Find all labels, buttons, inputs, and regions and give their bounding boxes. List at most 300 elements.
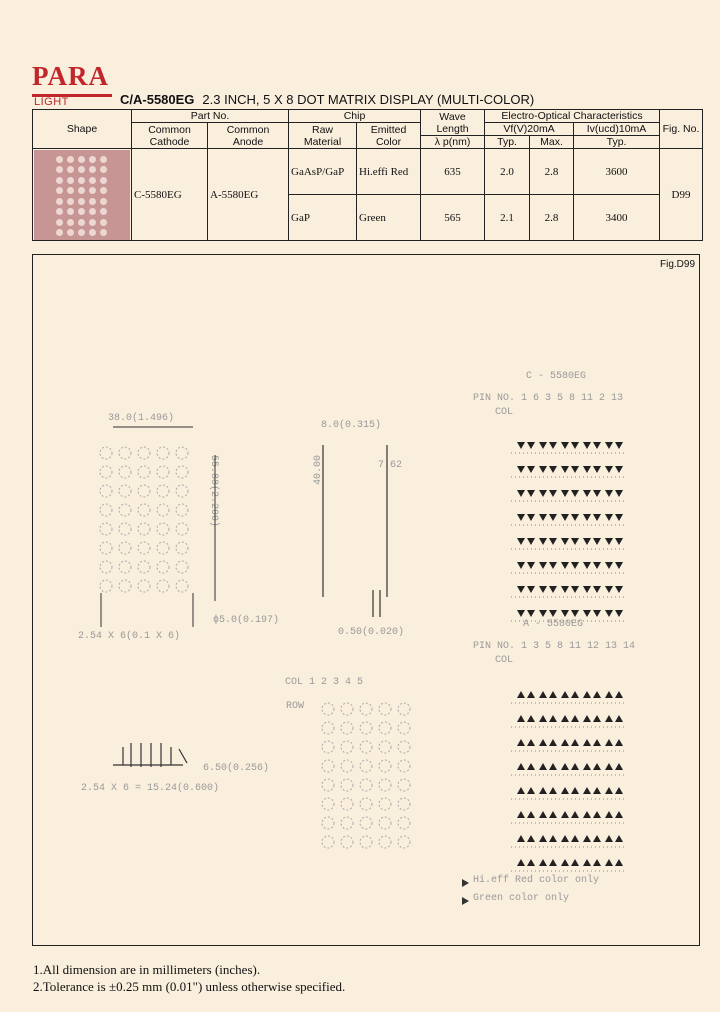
led-symbol bbox=[571, 466, 579, 473]
wavelength-cell: 635 bbox=[421, 149, 485, 195]
led-symbol bbox=[583, 586, 591, 593]
led-symbol bbox=[527, 514, 535, 521]
led-symbol bbox=[615, 442, 623, 449]
led-symbol bbox=[571, 610, 579, 617]
pin-led-dot bbox=[341, 798, 353, 810]
led-symbol bbox=[549, 586, 557, 593]
led-symbol bbox=[583, 562, 591, 569]
side-view bbox=[323, 445, 387, 617]
led-symbol bbox=[539, 715, 547, 722]
pin-led-dot bbox=[360, 722, 372, 734]
vf-typ-cell: 2.0 bbox=[485, 149, 530, 195]
led-symbol bbox=[527, 538, 535, 545]
led-symbol bbox=[517, 610, 525, 617]
front-led-dot bbox=[157, 561, 169, 573]
cathode-part-cell: C-5580EG bbox=[132, 149, 208, 241]
header-max: Max. bbox=[530, 136, 574, 149]
led-symbol bbox=[571, 787, 579, 794]
front-led-dot bbox=[138, 580, 150, 592]
color-cell: Hi.effi Red bbox=[357, 149, 421, 195]
pin-led-dot bbox=[379, 798, 391, 810]
led-symbol bbox=[593, 586, 601, 593]
front-led-dot bbox=[176, 447, 188, 459]
led-dot bbox=[78, 198, 85, 205]
led-dot bbox=[89, 208, 96, 215]
front-led-dot bbox=[176, 485, 188, 497]
led-symbol bbox=[517, 466, 525, 473]
led-dot bbox=[67, 208, 74, 215]
led-dot bbox=[56, 166, 63, 173]
led-dot bbox=[67, 166, 74, 173]
led-symbol bbox=[549, 739, 557, 746]
led-symbol bbox=[605, 466, 613, 473]
led-symbol bbox=[593, 859, 601, 866]
shape-image-cell bbox=[33, 149, 132, 241]
dim-bottom-left-label: 2.54 X 6(0.1 X 6) bbox=[78, 631, 181, 642]
pin-led-dot bbox=[360, 779, 372, 791]
note-1: 1.All dimension are in millimeters (inches). bbox=[33, 962, 261, 977]
led-symbol bbox=[527, 586, 535, 593]
led-symbol bbox=[605, 490, 613, 497]
iv-typ-cell: 3600 bbox=[574, 149, 660, 195]
led-symbol bbox=[571, 739, 579, 746]
pin-led-dot bbox=[341, 760, 353, 772]
led-dot bbox=[100, 187, 107, 194]
cathode-schematic bbox=[511, 442, 625, 621]
led-symbol bbox=[549, 859, 557, 866]
led-symbol bbox=[605, 691, 613, 698]
led-symbol bbox=[571, 859, 579, 866]
front-led-dot bbox=[176, 504, 188, 516]
led-symbol bbox=[517, 562, 525, 569]
header-typ: Typ. bbox=[485, 136, 530, 149]
iv-typ-cell: 3400 bbox=[574, 195, 660, 241]
header-chip: Chip bbox=[289, 110, 421, 123]
led-dot bbox=[67, 219, 74, 226]
front-led-dot bbox=[157, 504, 169, 516]
led-symbol bbox=[615, 562, 623, 569]
led-symbol bbox=[605, 562, 613, 569]
pin-led-dot bbox=[341, 741, 353, 753]
led-symbol bbox=[605, 811, 613, 818]
led-dot bbox=[89, 198, 96, 205]
led-dot bbox=[56, 187, 63, 194]
pin-led-dot bbox=[322, 741, 334, 753]
led-dot bbox=[89, 229, 96, 236]
spec-table bbox=[32, 109, 703, 241]
col-label-cathode: COL bbox=[495, 407, 514, 418]
led-symbol bbox=[539, 466, 547, 473]
pin-no-anode: PIN NO. 1 3 5 8 11 12 13 14 bbox=[473, 641, 636, 652]
led-symbol bbox=[517, 442, 525, 449]
pin-led-dot bbox=[341, 722, 353, 734]
led-symbol bbox=[527, 466, 535, 473]
header-lambda: λ p(nm) bbox=[421, 136, 485, 149]
led-dot bbox=[78, 156, 85, 163]
led-symbol bbox=[549, 763, 557, 770]
front-led-dot bbox=[119, 466, 131, 478]
pin-led-dot bbox=[379, 760, 391, 772]
led-symbol bbox=[615, 787, 623, 794]
led-symbol bbox=[549, 538, 557, 545]
pin-no-cathode: PIN NO. 1 6 3 5 8 11 2 13 bbox=[473, 393, 624, 404]
front-led-dot bbox=[119, 523, 131, 535]
led-symbol bbox=[561, 586, 569, 593]
led-dot bbox=[78, 166, 85, 173]
led-symbol bbox=[539, 691, 547, 698]
led-symbol bbox=[561, 763, 569, 770]
led-symbol bbox=[583, 466, 591, 473]
pin-led-dot bbox=[360, 836, 372, 848]
vf-max-cell: 2.8 bbox=[530, 149, 574, 195]
header-iv: Iv(ucd)10mA bbox=[574, 123, 660, 136]
led-symbol bbox=[561, 514, 569, 521]
front-led-dot bbox=[119, 504, 131, 516]
led-symbol bbox=[571, 442, 579, 449]
led-symbol bbox=[549, 691, 557, 698]
pin-led-dot bbox=[379, 836, 391, 848]
dim-bottom-label: ϕ5.0(0.197) bbox=[213, 615, 280, 626]
led-symbol bbox=[615, 538, 623, 545]
led-dot bbox=[67, 187, 74, 194]
led-symbol bbox=[593, 739, 601, 746]
led-symbol bbox=[615, 610, 623, 617]
front-led-dot bbox=[100, 561, 112, 573]
header-raw-material: Raw Material bbox=[289, 123, 357, 149]
led-symbol bbox=[539, 610, 547, 617]
led-symbol bbox=[571, 691, 579, 698]
led-symbol bbox=[517, 739, 525, 746]
led-symbol bbox=[549, 835, 557, 842]
led-symbol bbox=[527, 715, 535, 722]
led-symbol bbox=[539, 859, 547, 866]
led-symbol bbox=[605, 514, 613, 521]
led-dot bbox=[100, 177, 107, 184]
led-symbol bbox=[527, 811, 535, 818]
led-symbol bbox=[527, 610, 535, 617]
led-symbol bbox=[561, 691, 569, 698]
anode-schematic bbox=[511, 691, 625, 871]
pin-led-dot bbox=[341, 703, 353, 715]
pin-led-dot bbox=[379, 703, 391, 715]
led-symbol bbox=[605, 859, 613, 866]
fig-label: Fig.D99 bbox=[659, 259, 695, 270]
dim-pin-spacing-label: 2.54 X 6 = 15.24(0.600) bbox=[81, 783, 220, 794]
pin-led-dot bbox=[398, 703, 410, 715]
led-symbol bbox=[561, 466, 569, 473]
led-symbol bbox=[561, 739, 569, 746]
cathode-label: C - 5580EG bbox=[526, 371, 587, 382]
led-symbol bbox=[561, 859, 569, 866]
pin-led-dot bbox=[360, 741, 372, 753]
led-symbol bbox=[593, 490, 601, 497]
pin-matrix-dots bbox=[322, 703, 410, 848]
material-cell: GaAsP/GaP bbox=[289, 149, 357, 195]
led-dot bbox=[56, 208, 63, 215]
led-symbol bbox=[539, 442, 547, 449]
led-symbol bbox=[517, 715, 525, 722]
pin-led-dot bbox=[398, 836, 410, 848]
led-dot bbox=[78, 177, 85, 184]
led-dot bbox=[78, 187, 85, 194]
anode-part-cell: A-5580EG bbox=[208, 149, 289, 241]
led-symbol bbox=[517, 490, 525, 497]
color-cell: Green bbox=[357, 195, 421, 241]
header-typ: Typ. bbox=[574, 136, 660, 149]
pin-led-dot bbox=[360, 798, 372, 810]
part-number-title: C/A-5580EG bbox=[120, 92, 195, 107]
led-symbol bbox=[527, 787, 535, 794]
front-view-lines bbox=[101, 427, 215, 627]
front-led-dot bbox=[119, 561, 131, 573]
front-led-dot bbox=[176, 580, 188, 592]
led-symbol bbox=[549, 787, 557, 794]
vf-max-cell: 2.8 bbox=[530, 195, 574, 241]
logo-brand: PARA bbox=[32, 61, 109, 91]
pin-led-dot bbox=[322, 779, 334, 791]
led-dot bbox=[67, 198, 74, 205]
led-symbol bbox=[527, 739, 535, 746]
led-symbol bbox=[539, 835, 547, 842]
led-symbol bbox=[517, 835, 525, 842]
pin-led-dot bbox=[322, 798, 334, 810]
led-dot bbox=[100, 219, 107, 226]
front-led-dot bbox=[138, 504, 150, 516]
front-led-dot bbox=[176, 542, 188, 554]
pin-led-dot bbox=[398, 722, 410, 734]
legend-green: Green color only bbox=[473, 893, 570, 904]
front-led-dot bbox=[138, 561, 150, 573]
led-symbol bbox=[561, 787, 569, 794]
led-symbol bbox=[593, 763, 601, 770]
dim-depth-label: 8.0(0.315) bbox=[321, 420, 382, 431]
led-symbol bbox=[539, 562, 547, 569]
led-symbol bbox=[583, 811, 591, 818]
header-wave-length: Wave Length bbox=[421, 110, 485, 136]
front-led-dot bbox=[157, 523, 169, 535]
anode-label: A - 5580EG bbox=[523, 619, 584, 630]
front-led-dot bbox=[100, 504, 112, 516]
led-symbol bbox=[583, 835, 591, 842]
led-dot bbox=[89, 156, 96, 163]
front-led-dot bbox=[138, 523, 150, 535]
dim-side2-label: 40.00 bbox=[313, 454, 324, 485]
led-dot bbox=[56, 198, 63, 205]
pin-led-dot bbox=[360, 703, 372, 715]
led-symbol bbox=[571, 811, 579, 818]
led-symbol bbox=[527, 859, 535, 866]
pin-led-dot bbox=[360, 760, 372, 772]
led-dot bbox=[89, 177, 96, 184]
led-dot bbox=[56, 177, 63, 184]
led-dot bbox=[67, 177, 74, 184]
led-dot bbox=[100, 166, 107, 173]
front-led-dot bbox=[176, 523, 188, 535]
led-symbol bbox=[561, 610, 569, 617]
led-symbol bbox=[615, 763, 623, 770]
header-emitted-color: Emitted Color bbox=[357, 123, 421, 149]
led-symbol bbox=[561, 811, 569, 818]
front-led-dot bbox=[157, 580, 169, 592]
pin-led-dot bbox=[398, 760, 410, 772]
front-led-dot bbox=[176, 561, 188, 573]
led-symbol bbox=[593, 610, 601, 617]
led-dot bbox=[78, 208, 85, 215]
led-symbol bbox=[561, 562, 569, 569]
led-symbol bbox=[593, 691, 601, 698]
front-led-dot bbox=[100, 523, 112, 535]
front-led-dot bbox=[138, 447, 150, 459]
led-symbol bbox=[583, 787, 591, 794]
legend-red: Hi.eff Red color only bbox=[473, 875, 600, 886]
led-symbol bbox=[571, 835, 579, 842]
led-dot bbox=[89, 187, 96, 194]
dim-side1-label: 55.88(2.200) bbox=[208, 455, 219, 528]
led-symbol bbox=[583, 514, 591, 521]
pin-led-dot bbox=[341, 817, 353, 829]
led-symbol bbox=[605, 835, 613, 842]
led-symbol bbox=[539, 586, 547, 593]
led-symbol bbox=[615, 811, 623, 818]
pin-led-dot bbox=[322, 836, 334, 848]
display-shape-image bbox=[34, 150, 130, 240]
front-led-dot bbox=[119, 447, 131, 459]
drawing-svg bbox=[33, 255, 699, 945]
mechanical-drawing bbox=[32, 254, 700, 946]
led-dot bbox=[67, 229, 74, 236]
led-symbol bbox=[583, 763, 591, 770]
note-2: 2.Tolerance is ±0.25 mm (0.01") unless otherwise specified. bbox=[33, 979, 346, 994]
led-symbol bbox=[517, 514, 525, 521]
led-symbol bbox=[583, 859, 591, 866]
header-common-anode: Common Anode bbox=[208, 123, 289, 149]
header-vf: Vf(V)20mA bbox=[485, 123, 574, 136]
led-symbol bbox=[615, 586, 623, 593]
led-symbol bbox=[571, 586, 579, 593]
led-symbol bbox=[527, 442, 535, 449]
header-electro-optical: Electro-Optical Characteristics bbox=[485, 110, 660, 123]
led-symbol bbox=[583, 490, 591, 497]
header-common-cathode: Common Cathode bbox=[132, 123, 208, 149]
row-label: ROW bbox=[286, 701, 305, 712]
led-symbol bbox=[517, 691, 525, 698]
product-description: 2.3 INCH, 5 X 8 DOT MATRIX DISPLAY (MULTI-COLOR) bbox=[202, 92, 535, 107]
led-symbol bbox=[571, 763, 579, 770]
led-symbol bbox=[561, 835, 569, 842]
led-symbol bbox=[539, 787, 547, 794]
front-led-dot bbox=[119, 580, 131, 592]
led-symbol bbox=[593, 811, 601, 818]
col-header-label: COL 1 2 3 4 5 bbox=[285, 677, 364, 688]
led-dot bbox=[100, 229, 107, 236]
led-symbol bbox=[583, 610, 591, 617]
led-symbol bbox=[615, 466, 623, 473]
dim-lead-label: 6.50(0.256) bbox=[203, 763, 270, 774]
pin-led-dot bbox=[360, 817, 372, 829]
page-title bbox=[120, 92, 534, 107]
led-symbol bbox=[593, 514, 601, 521]
front-led-dot bbox=[157, 466, 169, 478]
led-symbol bbox=[615, 691, 623, 698]
led-dot bbox=[89, 166, 96, 173]
led-symbol bbox=[549, 466, 557, 473]
led-dot bbox=[56, 156, 63, 163]
front-led-dot bbox=[138, 542, 150, 554]
led-dot bbox=[100, 208, 107, 215]
led-symbol bbox=[517, 763, 525, 770]
led-symbol bbox=[549, 610, 557, 617]
led-symbol bbox=[615, 859, 623, 866]
led-symbol bbox=[593, 538, 601, 545]
front-led-dot bbox=[100, 466, 112, 478]
led-symbol bbox=[571, 514, 579, 521]
pin-led-dot bbox=[379, 779, 391, 791]
led-symbol bbox=[549, 562, 557, 569]
led-symbol bbox=[593, 835, 601, 842]
pin-led-dot bbox=[341, 836, 353, 848]
pin-led-dot bbox=[322, 722, 334, 734]
front-led-dot bbox=[157, 485, 169, 497]
front-led-dot bbox=[157, 542, 169, 554]
led-dot bbox=[100, 156, 107, 163]
front-led-dot bbox=[100, 485, 112, 497]
led-symbol bbox=[549, 715, 557, 722]
col-label-anode: COL bbox=[495, 655, 514, 666]
pin-led-dot bbox=[322, 703, 334, 715]
led-symbol bbox=[593, 715, 601, 722]
vf-typ-cell: 2.1 bbox=[485, 195, 530, 241]
pin-view bbox=[113, 743, 187, 767]
led-symbol bbox=[615, 739, 623, 746]
led-symbol bbox=[561, 715, 569, 722]
pin-led-dot bbox=[379, 817, 391, 829]
led-symbol bbox=[605, 763, 613, 770]
led-symbol bbox=[517, 586, 525, 593]
material-cell: GaP bbox=[289, 195, 357, 241]
front-led-dot bbox=[100, 580, 112, 592]
front-led-dot bbox=[119, 485, 131, 497]
pin-led-dot bbox=[379, 722, 391, 734]
led-symbol bbox=[561, 490, 569, 497]
front-led-dot bbox=[138, 466, 150, 478]
logo-sub: LIGHT bbox=[34, 96, 69, 108]
led-symbol bbox=[605, 442, 613, 449]
dim-pin-label: 0.50(0.020) bbox=[338, 627, 405, 638]
led-symbol bbox=[583, 739, 591, 746]
led-symbol bbox=[583, 691, 591, 698]
wavelength-cell: 565 bbox=[421, 195, 485, 241]
led-dot bbox=[89, 219, 96, 226]
fig-no-cell: D99 bbox=[660, 149, 703, 241]
led-symbol bbox=[583, 715, 591, 722]
led-symbol bbox=[583, 442, 591, 449]
front-led-dot bbox=[138, 485, 150, 497]
pin-led-dot bbox=[341, 779, 353, 791]
header-shape: Shape bbox=[33, 110, 132, 149]
led-symbol bbox=[527, 763, 535, 770]
led-symbol bbox=[605, 715, 613, 722]
led-symbol bbox=[527, 490, 535, 497]
legend-markers bbox=[462, 879, 469, 905]
led-symbol bbox=[593, 787, 601, 794]
led-symbol bbox=[615, 490, 623, 497]
led-symbol bbox=[549, 442, 557, 449]
led-dot bbox=[78, 229, 85, 236]
pin-led-dot bbox=[398, 779, 410, 791]
led-symbol bbox=[561, 538, 569, 545]
pin-led-dot bbox=[398, 798, 410, 810]
led-symbol bbox=[527, 691, 535, 698]
